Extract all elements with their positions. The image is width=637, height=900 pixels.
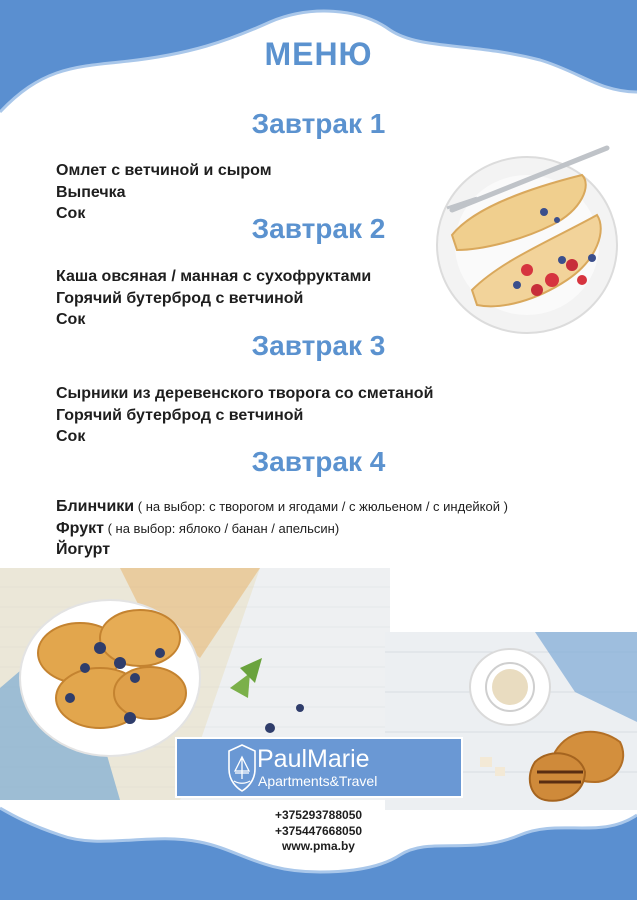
list-item: Сок: [56, 311, 86, 328]
list-item: Выпечка: [56, 183, 126, 201]
phone-number-2: +375447668050: [274, 823, 363, 838]
logo-emblem: [225, 743, 259, 793]
list-item: Йогурт: [56, 541, 111, 558]
list-item: Каша овсяная / манная с сухофруктами: [56, 268, 372, 285]
section-items-breakfast-4: [56, 496, 508, 561]
list-item: Сок: [56, 428, 86, 445]
list-item: Блинчики ( на выбор: с творогом и ягодами / с жюльеном / с индейкой ): [56, 498, 508, 515]
section-items-breakfast-2: [56, 266, 371, 331]
menu-title: МЕНЮ: [264, 36, 373, 72]
section-title-breakfast-4: Завтрак 4: [251, 446, 386, 477]
brand-logo-box: [175, 737, 463, 798]
section-title-breakfast-2: Завтрак 2: [251, 213, 386, 244]
section-title-breakfast-1: Завтрак 1: [251, 108, 386, 139]
list-item: Горячий бутерброд с ветчиной: [56, 406, 304, 424]
list-item: Сырники из деревенского творога со сметаной: [56, 385, 434, 402]
section-items-breakfast-3: [56, 383, 433, 448]
list-item: Горячий бутерброд с ветчиной: [56, 289, 304, 307]
list-item: Сок: [56, 205, 86, 222]
logo-tagline: Apartments&Travel: [258, 773, 378, 789]
contacts-block: [0, 808, 637, 855]
logo-name: PaulMarie: [257, 745, 370, 773]
section-title-breakfast-3: Завтрак 3: [251, 330, 386, 361]
list-item: Омлет с ветчиной и сыром: [56, 162, 272, 179]
list-item: Фрукт ( на выбор: яблоко / банан / апельсин): [56, 519, 340, 537]
website-link[interactable]: www.pma.by: [282, 839, 355, 853]
phone-number-1: +375293788050: [274, 808, 363, 822]
